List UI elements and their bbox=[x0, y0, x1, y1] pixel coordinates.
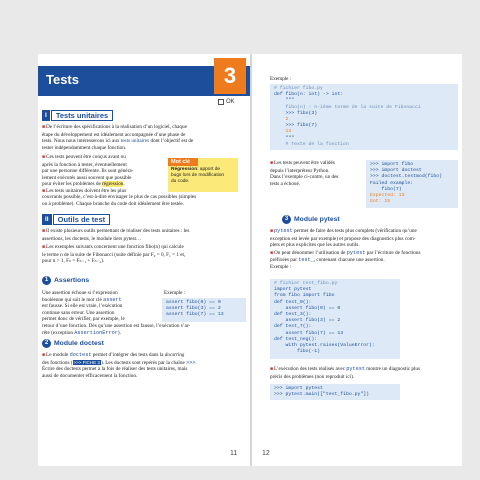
code-line: Failed example: bbox=[370, 180, 414, 186]
page-number-right: 12 bbox=[262, 450, 270, 457]
paragraph-intro: ■De l’écriture des spécifications à la réalisation d’un logiciel, chaque étape du développement est idéalement accompagnée d’une phase de tests. Nous nous intéresserons ici aux tests unitaires dont l’objectif est de tester indépendamment chaque fonction. bbox=[42, 124, 194, 151]
bullet-icon: ■ bbox=[42, 155, 46, 160]
code-line: >>> import pytest bbox=[274, 386, 323, 391]
code-line: """ bbox=[274, 135, 295, 141]
code-line: def test_7(): bbox=[274, 324, 312, 330]
subsection-label: Module doctest bbox=[54, 340, 104, 347]
paragraph-tools: ■Il existe plusieurs outils permettant de réaliser des tests unitaires : les assertions, les doctests, le module tiers pytest… ■Les exemples suivants concernent une fonction fibo(n) qui calcule le terme n de la suite de Fibonacci (suite définie par F₀ = 0, F₁ = 1 et, pour n > 1, Fₙ = Fₙ₋₁ + Fₙ₋₂). bbox=[42, 228, 190, 265]
section-label: Tests unitaires bbox=[51, 110, 113, 121]
paragraph-design: ■Ces tests peuvent être conçus avant ou après la fonction à tester, éventuellement par une personne différente. Ils sont généra- lement exécutés aussi souvent que possible pour éviter les problèmes de régression. ■Les tests unitaires doivent être les plus bbox=[42, 154, 134, 194]
code-block-fibo bbox=[270, 84, 458, 150]
paragraph-pytest-run: ■L’exécution des tests réalisés avec pytest montre un diagnostic plus précis des problèmes (non reproduit ici). bbox=[270, 366, 421, 380]
code-line: # fichier fibo.py bbox=[274, 86, 323, 91]
code-line: # fichier test_fibo.py bbox=[274, 281, 338, 286]
term-tests-unitaires: tests unitaires bbox=[120, 138, 150, 145]
paragraph-assertions-end: retour d’une fonction. Dès qu’une assertion est fausse, l’exécution s’ar- rête (exception AssertionError). bbox=[42, 323, 191, 336]
bullet-icon: ■ bbox=[270, 250, 274, 256]
fiche-reference-badge[interactable]: >>> FICHE 3 bbox=[73, 359, 100, 365]
code-line: with pytest.raises(ValueError): bbox=[274, 343, 375, 349]
subsection-heading-3 bbox=[282, 215, 340, 224]
code-line: assert fibo(7) == 13 bbox=[166, 312, 224, 318]
ok-checkbox bbox=[218, 99, 235, 105]
paragraph-validation: ■Les tests peuvent être validés depuis l’interpréteur Python. Dans l’exemple ci-contre, un des tests a échoué. bbox=[270, 160, 339, 187]
code-line: >>> fibo(3) bbox=[274, 110, 318, 116]
code-line: >>> fibo(7) bbox=[274, 123, 318, 129]
code-line: def test_0(): bbox=[274, 299, 312, 305]
term-regression: régression bbox=[102, 181, 124, 188]
paragraph-coverage: couvrants possible, c’est-à-dire envisager le plus de cas possibles (simples ou à problème). Chaque branche du code doit idéalement être testée. bbox=[42, 194, 197, 207]
code-line: Got: 15 bbox=[370, 199, 391, 205]
keyword-box-body: Régression: apport de bugs lors de modification du code. bbox=[171, 167, 225, 184]
subsection-label: Module pytest bbox=[294, 216, 340, 223]
code-line: assert fibo(3) == 2 bbox=[166, 306, 221, 312]
code-line: >>> import fibo bbox=[370, 162, 414, 167]
subsection-number: 1 bbox=[42, 276, 51, 285]
bullet-icon: ■ bbox=[270, 161, 274, 166]
code-line: import pytest bbox=[274, 287, 312, 293]
code-block-test-fibo bbox=[270, 279, 400, 359]
paragraph-assertions: Une assertion échoue si l’expression booléenne qui suit le mot clé assert est fausse. Si elle est vraie, l’exécution continue sans erreur. Une assertion permet donc de vérifier, par exemple, le bbox=[42, 290, 125, 323]
page-title: Tests bbox=[46, 72, 79, 87]
section-label: Outils de test bbox=[53, 214, 111, 225]
code-line: fibo(n) : n-ième terme de la suite de Fibonacci bbox=[274, 104, 421, 110]
code-line: assert fibo(7) == 13 bbox=[274, 330, 344, 336]
code-line: 13 bbox=[274, 129, 292, 135]
code-line: assert fibo(3) == 2 bbox=[274, 318, 341, 324]
code-line: def fibo(n: int) -> int: bbox=[274, 92, 344, 98]
code-line: def test_neg(): bbox=[274, 336, 318, 342]
subsection-heading-2 bbox=[42, 339, 104, 348]
subsection-label: Assertions bbox=[54, 277, 90, 284]
section-number: I bbox=[42, 110, 50, 121]
keyword-box-title: Mot clé bbox=[168, 158, 198, 166]
code-line: fibo(7) bbox=[370, 186, 402, 192]
ok-label: OK bbox=[226, 99, 235, 105]
code-line: >>> pytest.main(["test_fibo.py"]) bbox=[274, 392, 369, 398]
code-block-pytest-main bbox=[270, 384, 400, 400]
bullet-icon: ■ bbox=[42, 125, 46, 130]
code-line: >>> import doctest bbox=[370, 168, 422, 174]
paragraph-pytest: ■pytest permet de faire des tests plus complets (vérification qu’une exception est levée par exemple) et propose des diagnostics plus com- plets et plus explicites que les autres outils. ■On peut dénommer l’utilisation de pytest par l’écriture de fonctions préfixées par test_, contenant chacune une assertion. Exemple : bbox=[270, 228, 421, 270]
keyword-box bbox=[168, 158, 238, 192]
code-line: def test_3(): bbox=[274, 312, 312, 318]
code-line: 2 bbox=[274, 117, 289, 123]
code-block-doctest-run bbox=[366, 160, 458, 208]
bullet-icon: ■ bbox=[42, 188, 46, 194]
left-page bbox=[38, 54, 250, 466]
bullet-icon: ■ bbox=[42, 245, 46, 251]
code-line: >>> doctest.testmod(fibo) bbox=[370, 174, 442, 180]
bullet-icon: ■ bbox=[270, 229, 274, 234]
section-heading-1 bbox=[42, 110, 113, 121]
subsection-number: 2 bbox=[42, 339, 51, 348]
bullet-icon: ■ bbox=[270, 367, 274, 372]
bullet-icon: ■ bbox=[42, 229, 46, 234]
code-line: assert fibo(0) == 0 bbox=[274, 305, 341, 311]
code-line: # Texte de la fonction bbox=[274, 141, 349, 147]
example-label-1: Exemple : bbox=[270, 76, 292, 82]
code-line: from fibo import fibo bbox=[274, 293, 335, 299]
code-line: """ bbox=[274, 98, 295, 104]
code-line: assert fibo(0) == 0 bbox=[166, 300, 221, 305]
section-heading-2 bbox=[42, 214, 110, 225]
bullet-icon: ■ bbox=[42, 353, 46, 358]
subsection-number: 3 bbox=[282, 215, 291, 224]
code-line: fibo(-1) bbox=[274, 349, 321, 355]
checkbox-square-icon bbox=[218, 99, 224, 105]
page-number-left: 11 bbox=[230, 450, 238, 457]
section-number: II bbox=[42, 214, 52, 225]
paragraph-doctest: ■Le module doctest permet d’intégrer des tests dans la docstring des fonctions (>>> FICHE 3). Les doctests sont repérés par la chaîne >>>. Écrire des doctests permet à la fois de réaliser des tests unitaires, mais aussi de documenter efficacement la fonction. bbox=[42, 352, 197, 379]
right-page bbox=[252, 54, 462, 466]
chapter-number-badge: 3 bbox=[214, 58, 246, 94]
code-block-assertions bbox=[162, 298, 246, 322]
code-line: Expected: 13 bbox=[370, 193, 405, 199]
example-label-assert: Exemple : bbox=[164, 290, 186, 296]
subsection-heading-1 bbox=[42, 276, 89, 285]
